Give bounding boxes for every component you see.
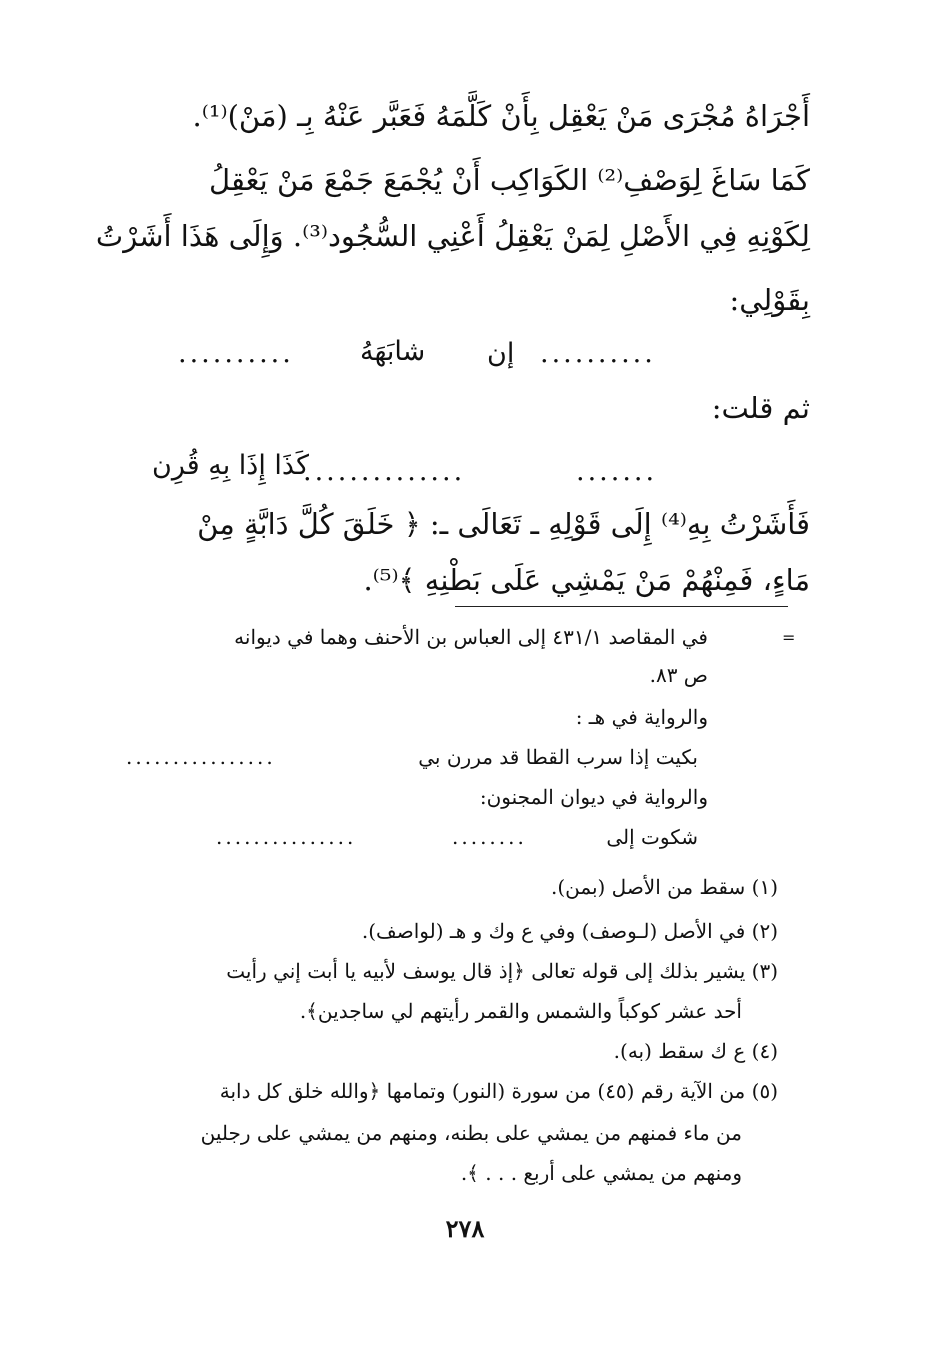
verse-1-dots-left: .......... (178, 338, 294, 369)
footnote-5-line-1: (٥) من الآية رقم (٤٥) من سورة (النور) وتمامها ﴿والله خلق كل دابة (219, 1079, 778, 1103)
main-text-line-4: بِقَوْلِي: (729, 283, 810, 317)
verse-2-dots-left: .............. (303, 456, 466, 487)
main-text-line-3: لِكَوْنِهِ فِي الأَصْلِ لِمَنْ يَعْقِلُ أَعْنِي السُّجُود⁽³⁾. وَإِلَى هَذَا أَشَرْتُ (95, 219, 810, 253)
footnote-verse-1-text: بكيت إذا سرب القطا قد مررن بي (418, 745, 698, 769)
footnote-verse-2-text: شكوت إلى (606, 825, 698, 849)
footnote-verse-2-dots-right: ........ (452, 825, 527, 849)
verse-1-word-b: إن (487, 338, 515, 369)
footnote-divider (455, 606, 788, 607)
footnote-continuation-line-2: ص ٨٣. (649, 663, 708, 687)
footnote-1: (١) سقط من الأصل (بمن). (551, 875, 778, 899)
footnote-continuation-line-3: والرواية في هـ : (575, 705, 708, 729)
main-text-line-5: ثم قلت: (711, 391, 810, 425)
verse-2-dots-right: ....... (576, 456, 658, 487)
footnote-2: (٢) في الأصل (لـوصف) وفي ع وك و هـ (لواصف). (361, 919, 778, 943)
footnote-verse-2-dots-left: ............... (216, 825, 357, 849)
footnote-3-line-2: أحد عشر كوكباً والشمس والقمر رأيتهم لي ساجدين﴾. (299, 999, 742, 1023)
footnote-continuation-line-4: والرواية في ديوان المجنون: (479, 785, 708, 809)
main-text-line-7: مَاءٍ، فَمِنْهُمْ مَنْ يَمْشِي عَلَى بَطْنِهِ ﴾⁽⁵⁾. (363, 563, 810, 597)
main-text-line-1: أَجْرَاهُ مُجْرَى مَنْ يَعْقِل بِأَنْ كَلَّمَهُ فَعَبَّر عَنْهُ بِـ (مَنْ)⁽¹⁾. (192, 99, 810, 133)
main-text-line-6: فَأَشَرْتُ بِهِ⁽⁴⁾ إِلَى قَوْلِهِ ـ تَعَالَى ـ: ﴿ خَلَقَ كُلَّ دَابَّةٍ مِنْ (197, 507, 810, 541)
footnote-5-line-3: ومنهم من يمشي على أربع . . . ﴾. (460, 1161, 742, 1185)
verse-1-word-a: شابَهَهُ (360, 336, 426, 367)
continuation-mark: = (782, 628, 796, 647)
verse-2-text: كَذَا إِذَا بِهِ قُرِن (152, 450, 309, 481)
footnote-3-line-1: (٣) يشير بذلك إلى قوله تعالى ﴿إذ قال يوسف لأبيه يا أبت إني رأيت (226, 959, 778, 983)
verse-1-dots-right: .......... (540, 338, 656, 369)
footnote-5-line-2: من ماء فمنهم من يمشي على بطنه، ومنهم من يمشي على رجلين (200, 1121, 742, 1145)
footnote-4: (٤) ع ك سقط (به). (613, 1039, 778, 1063)
footnote-verse-1-dots: ................ (126, 745, 276, 769)
main-text-line-2: كَمَا سَاغَ لِوَصْفِ⁽²⁾ الكَوَاكِب أَنْ يُجْمَعَ جَمْعَ مَنْ يَعْقِلُ (209, 163, 810, 197)
footnote-continuation-line-1: في المقاصد ٤٣١/١ إلى العباس بن الأحنف وهما في ديوانه (234, 625, 708, 649)
page-number: ٢٧٨ (445, 1214, 485, 1243)
